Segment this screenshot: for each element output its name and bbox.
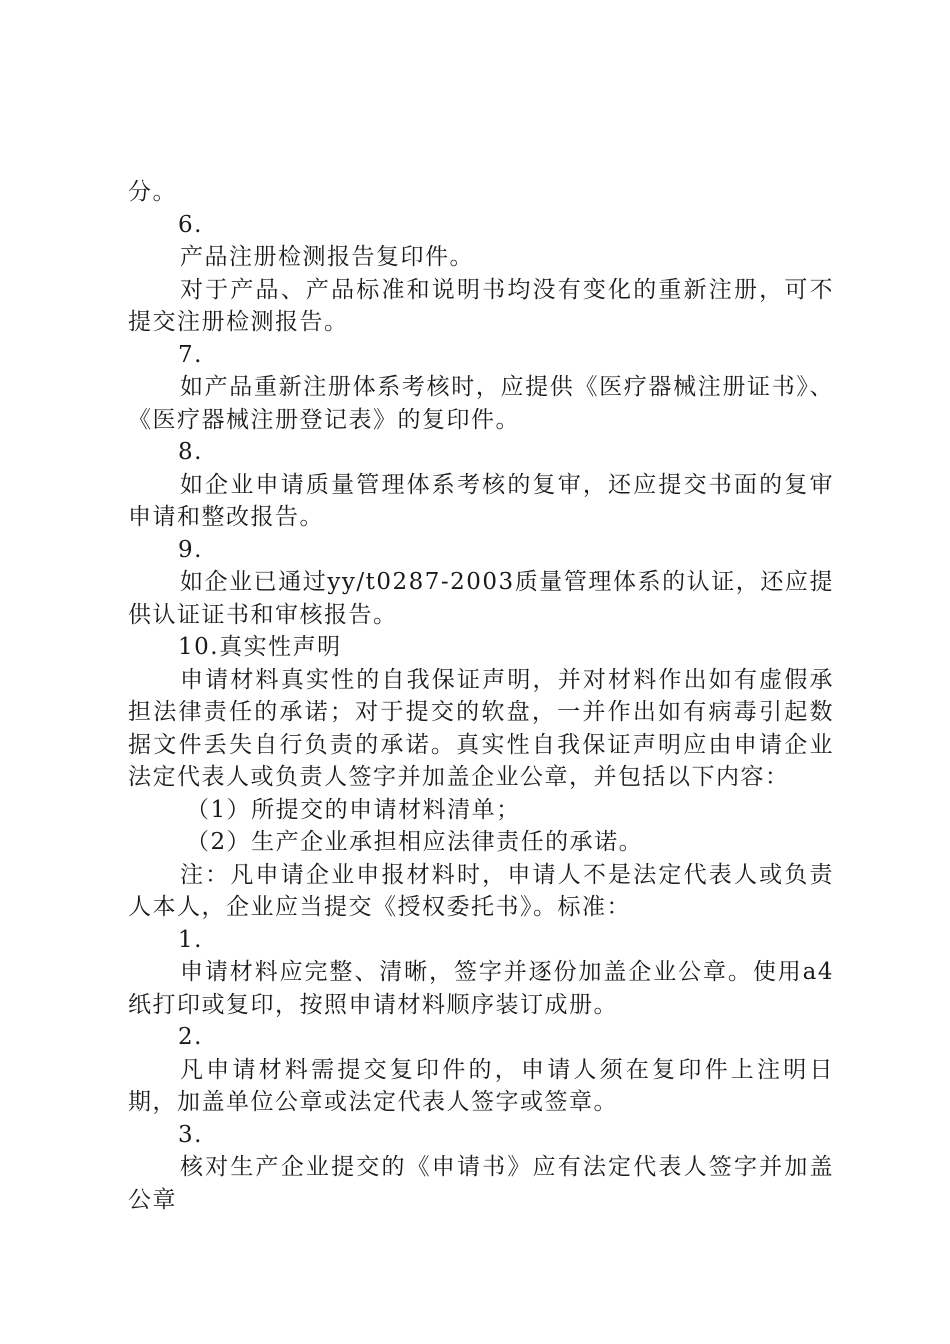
paragraph-standard-2: 凡申请材料需提交复印件的，申请人须在复印件上注明日期，加盖单位公章或法定代表人签字或签章。 — [128, 1056, 834, 1115]
paragraph-item-7-body: 如产品重新注册体系考核时，应提供《医疗器械注册证书》、《医疗器械注册登记表》的复印件。 — [128, 374, 834, 433]
paragraph-note: 注：凡申请企业申报材料时，申请人不是法定代表人或负责人本人，企业应当提交《授权委托书》。标准： — [128, 861, 834, 920]
paragraph-standard-3: 核对生产企业提交的《申请书》应有法定代表人签字并加盖公章 — [128, 1154, 834, 1213]
section-number-6: 6. — [178, 211, 203, 238]
paragraph-item-9-body: 如企业已通过yy/t0287-2003质量管理体系的认证，还应提供认证证书和审核报告。 — [128, 569, 834, 628]
paragraph-item-6-title: 产品注册检测报告复印件。 — [180, 244, 474, 270]
document-body — [128, 176, 834, 1216]
paragraph-continuation: 分。 — [128, 179, 177, 205]
list-item-1: （1）所提交的申请材料清单； — [186, 796, 521, 823]
section-number-7: 7. — [178, 341, 203, 368]
standard-number-3: 3. — [178, 1121, 203, 1148]
paragraph-standard-1: 申请材料应完整、清晰，签字并逐份加盖企业公章。使用a4纸打印或复印，按照申请材料顺序装订成册。 — [128, 959, 834, 1018]
section-heading-10: 10.真实性声明 — [178, 634, 342, 660]
paragraph-item-8-body: 如企业申请质量管理体系考核的复审，还应提交书面的复审申请和整改报告。 — [128, 471, 834, 530]
standard-number-2: 2. — [178, 1024, 203, 1050]
paragraph-item-6-body: 对于产品、产品标准和说明书均没有变化的重新注册，可不提交注册检测报告。 — [128, 276, 834, 335]
section-number-9: 9. — [178, 536, 203, 563]
section-number-8: 8. — [178, 439, 203, 465]
paragraph-item-10-body: 申请材料真实性的自我保证声明，并对材料作出如有虚假承担法律责任的承诺；对于提交的软盘，一并作出如有病毒引起数据文件丢失自行负责的承诺。真实性自我保证声明应由申请企业法定代表人或负责人签字并加盖企业公章，并包括以下内容： — [128, 666, 834, 790]
standard-number-1: 1. — [178, 926, 203, 953]
list-item-2: （2）生产企业承担相应法律责任的承诺。 — [186, 829, 644, 855]
